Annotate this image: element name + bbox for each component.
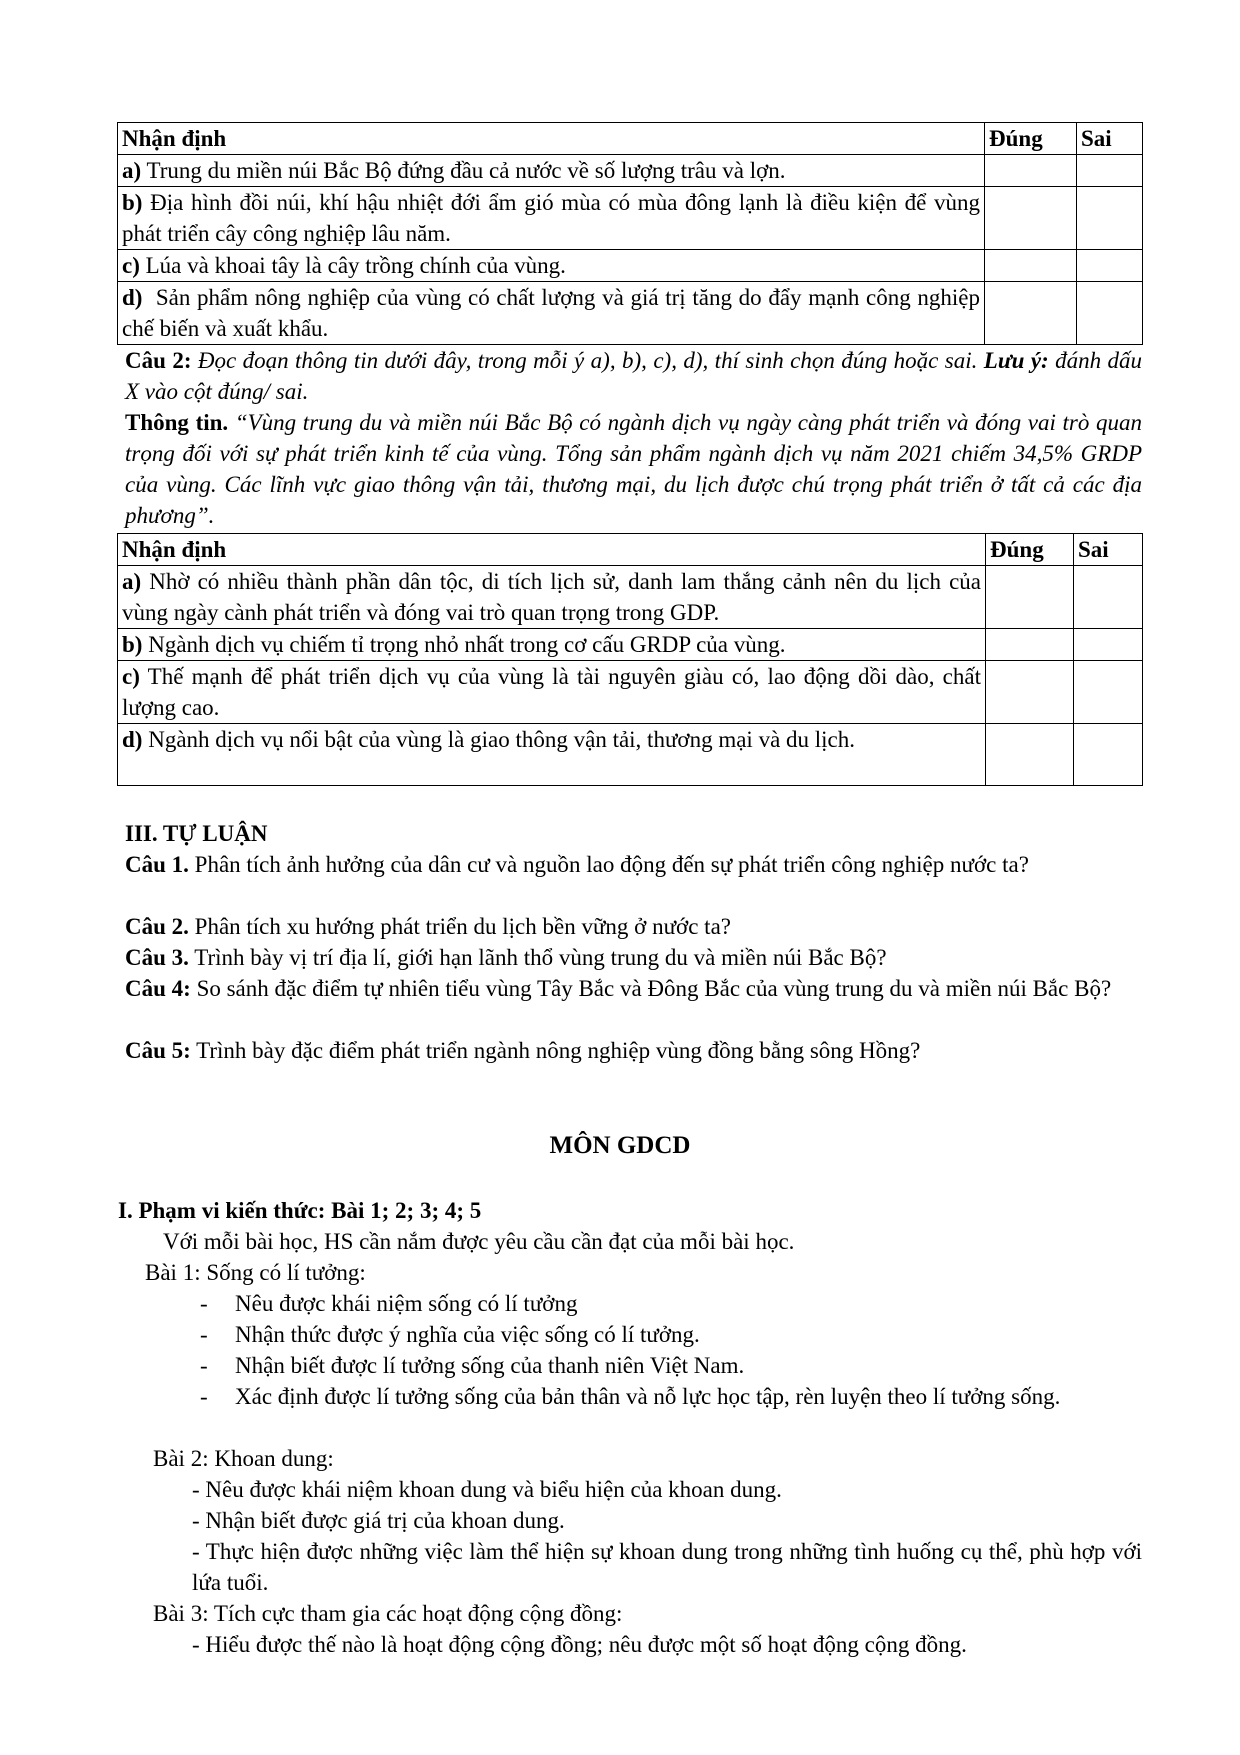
scope-heading: I. Phạm vi kiến thức: Bài 1; 2; 3; 4; 5 [118, 1198, 482, 1223]
item-text: Địa hình đồi núi, khí hậu nhiệt đới ẩm gió mùa có mùa đông lạnh là điều kiện để vùng phát triển cây công nghiệp lâu năm. [122, 190, 980, 246]
true-checkbox-cell[interactable] [985, 155, 1077, 187]
column-header-false: Sai [1074, 534, 1143, 566]
false-checkbox-cell[interactable] [1077, 187, 1143, 250]
true-checkbox-cell[interactable] [985, 250, 1077, 282]
table-row [118, 724, 1143, 786]
column-header-true: Đúng [985, 123, 1077, 155]
lesson-1-title: Bài 1: Sống có lí tưởng: [145, 1260, 366, 1285]
table-row [118, 155, 1143, 187]
item-text: Trung du miền núi Bắc Bộ đứng đầu cả nước về số lượng trâu và lợn. [141, 158, 786, 183]
list-item: Nêu được khái niệm sống có lí tưởng [235, 1291, 578, 1316]
table-row [118, 282, 1143, 345]
false-checkbox-cell[interactable] [1074, 724, 1143, 786]
table-row [118, 187, 1143, 250]
table-row [118, 250, 1143, 282]
essay-question-4 [125, 973, 1142, 1004]
essay-question-1 [125, 849, 1142, 880]
question-2-prompt [125, 345, 1142, 407]
true-checkbox-cell[interactable] [986, 724, 1074, 786]
essay-question-2 [125, 911, 1142, 942]
statement-cell [118, 187, 985, 250]
column-header-true: Đúng [986, 534, 1074, 566]
list-item: - Thực hiện được những việc làm thể hiện sự khoan dung trong những tình huống cụ thể, phù hợp với lứa tuổi. [192, 1539, 1142, 1595]
essay-question-3 [125, 942, 1142, 973]
essay-heading: III. TỰ LUẬN [125, 821, 268, 846]
table-row [118, 629, 1143, 661]
item-label: b) [122, 632, 143, 657]
bullet-dash: - [200, 1353, 208, 1378]
list-item: Xác định được lí tưởng sống của bản thân và nỗ lực học tập, rèn luyện theo lí tưởng sống. [235, 1384, 1061, 1409]
list-item: Nhận thức được ý nghĩa của việc sống có lí tưởng. [235, 1322, 700, 1347]
true-checkbox-cell[interactable] [985, 187, 1077, 250]
question-label: Câu 5: [125, 1038, 191, 1063]
false-checkbox-cell[interactable] [1074, 629, 1143, 661]
item-text: Thế mạnh để phát triển dịch vụ của vùng là tài nguyên giàu có, lao động dồi dào, chất lượng cao. [122, 664, 981, 720]
true-checkbox-cell[interactable] [986, 661, 1074, 724]
statement-cell [118, 250, 985, 282]
statement-cell [118, 629, 986, 661]
question-text: Phân tích xu hướng phát triển du lịch bền vững ở nước ta? [188, 914, 731, 939]
statement-cell [118, 566, 986, 629]
item-label: c) [122, 253, 140, 278]
statement-cell [118, 661, 986, 724]
item-text: Ngành dịch vụ nổi bật của vùng là giao thông vận tải, thương mại và du lịch. [142, 727, 856, 752]
item-text: Sản phẩm nông nghiệp của vùng có chất lượng và giá trị tăng do đẩy mạnh công nghiệp chế biến và xuất khẩu. [122, 285, 986, 341]
question-text: Trình bày vị trí địa lí, giới hạn lãnh thổ vùng trung du và miền núi Bắc Bộ? [188, 945, 887, 970]
subject-title: MÔN GDCD [549, 1132, 691, 1159]
bullet-dash: - [200, 1322, 208, 1347]
column-header-statement: Nhận định [118, 123, 985, 155]
essay-question-5 [125, 1035, 1142, 1066]
item-text: Lúa và khoai tây là cây trồng chính của vùng. [139, 253, 566, 278]
statement-cell [118, 724, 986, 786]
lesson-3-title: Bài 3: Tích cực tham gia các hoạt động cộng đồng: [153, 1601, 623, 1626]
intro-text: Với mỗi bài học, HS cần nắm được yêu cầu cần đạt của mỗi bài học. [163, 1229, 795, 1254]
lesson-2-title: Bài 2: Khoan dung: [153, 1446, 334, 1471]
question-text: Phân tích ảnh hưởng của dân cư và nguồn lao động đến sự phát triển công nghiệp nước ta? [188, 852, 1029, 877]
column-header-false: Sai [1077, 123, 1143, 155]
item-text: Nhờ có nhiều thành phần dân tộc, di tích lịch sử, danh lam thắng cảnh nên du lịch của vùng ngày cành phát triển và đóng vai trò quan trọng trong GDP. [122, 569, 981, 625]
question-label: Câu 2: [125, 348, 192, 373]
question-label: Câu 3. [125, 945, 189, 970]
question-text: Đọc đoạn thông tin dưới đây, trong mỗi ý a), b), c), d), thí sinh chọn đúng hoặc sai. [191, 348, 978, 373]
false-checkbox-cell[interactable] [1077, 282, 1143, 345]
question-text: Trình bày đặc điểm phát triển ngành nông nghiệp vùng đồng bằng sông Hồng? [190, 1038, 921, 1063]
list-item: - Nhận biết được giá trị của khoan dung. [192, 1508, 565, 1533]
bullet-dash: - [200, 1291, 208, 1316]
false-checkbox-cell[interactable] [1074, 661, 1143, 724]
note-text: đánh dấu X vào cột đúng/ sai. [125, 348, 1143, 404]
question-2-info [125, 407, 1142, 531]
question-label: Câu 2. [125, 914, 189, 939]
false-checkbox-cell[interactable] [1077, 155, 1143, 187]
item-label: c) [122, 664, 140, 689]
question-label: Câu 1. [125, 852, 189, 877]
false-checkbox-cell[interactable] [1074, 566, 1143, 629]
true-checkbox-cell[interactable] [985, 282, 1077, 345]
info-label: Thông tin. [125, 410, 229, 435]
question-text: So sánh đặc điểm tự nhiên tiểu vùng Tây Bắc và Đông Bắc của vùng trung du và miền núi Bắc Bộ? [190, 976, 1112, 1001]
item-label: d) [122, 285, 143, 310]
note-label: Lưu ý: [983, 348, 1049, 373]
question-label: Câu 4: [125, 976, 191, 1001]
true-checkbox-cell[interactable] [986, 629, 1074, 661]
table-row [118, 566, 1143, 629]
false-checkbox-cell[interactable] [1077, 250, 1143, 282]
true-false-table-1 [117, 122, 1143, 345]
item-label: d) [122, 727, 143, 752]
item-text: Ngành dịch vụ chiếm tỉ trọng nhỏ nhất trong cơ cấu GRDP của vùng. [142, 632, 786, 657]
bullet-dash: - [200, 1384, 208, 1409]
item-label: a) [122, 569, 142, 594]
item-label: a) [122, 158, 142, 183]
item-label: b) [122, 190, 143, 215]
column-header-statement: Nhận định [118, 534, 986, 566]
true-checkbox-cell[interactable] [986, 566, 1074, 629]
table-header-row [118, 534, 1143, 566]
list-item: - Hiểu được thế nào là hoạt động cộng đồng; nêu được một số hoạt động cộng đồng. [192, 1632, 967, 1657]
true-false-table-2 [117, 533, 1143, 786]
statement-cell [118, 155, 985, 187]
statement-cell [118, 282, 985, 345]
table-header-row [118, 123, 1143, 155]
table-row [118, 661, 1143, 724]
list-item: - Nêu được khái niệm khoan dung và biểu hiện của khoan dung. [192, 1477, 782, 1502]
list-item: Nhận biết được lí tưởng sống của thanh niên Việt Nam. [235, 1353, 745, 1378]
info-text: “Vùng trung du và miền núi Bắc Bộ có ngành dịch vụ ngày càng phát triển và đóng vai trò quan trọng đối với sự phát triển kinh tế của vùng. Tổng sản phẩm ngành dịch vụ năm 2021 chiếm 34,5% GRDP của vùng. Các lĩnh vực giao thông vận tải, thương mại, du lịch được chú trọng phát triển ở tất cả các địa phương”. [125, 410, 1142, 528]
